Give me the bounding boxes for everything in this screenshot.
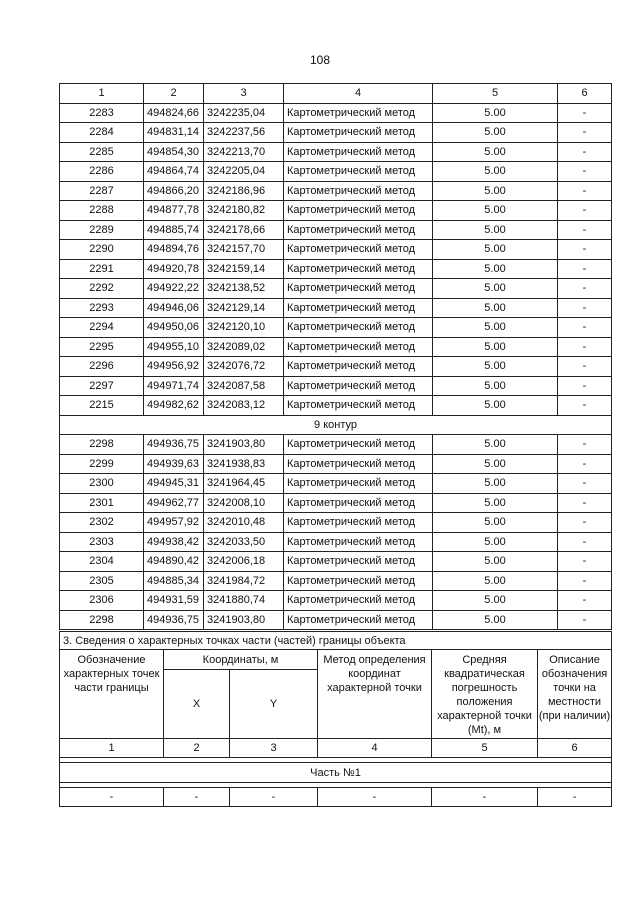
point-id-cell: 2291 — [60, 259, 144, 279]
x-cell: 494957,92 — [144, 513, 204, 533]
accuracy-cell: 5.00 — [433, 123, 558, 143]
x-cell: 494962,77 — [144, 493, 204, 513]
table-row — [60, 591, 612, 611]
accuracy-cell: 5.00 — [433, 610, 558, 630]
table-row — [60, 552, 612, 572]
point-id-cell: 2295 — [60, 337, 144, 357]
accuracy-cell: 5.00 — [433, 298, 558, 318]
point-id-cell: 2285 — [60, 142, 144, 162]
method-cell: Картометрический метод — [284, 513, 433, 533]
description-cell: - — [558, 474, 612, 494]
x-cell: 494920,78 — [144, 259, 204, 279]
y-cell: 3242006,18 — [204, 552, 284, 572]
accuracy-cell: 5.00 — [433, 259, 558, 279]
method-cell: Картометрический метод — [284, 201, 433, 221]
description-cell: - — [558, 162, 612, 182]
point-id-cell: 2215 — [60, 396, 144, 416]
header-description: Описание обозначения точки на местности (при наличии) — [538, 650, 612, 739]
accuracy-cell: 5.00 — [433, 279, 558, 299]
method-cell: Картометрический метод — [284, 318, 433, 338]
method-cell: Картометрический метод — [284, 552, 433, 572]
description-cell: - — [558, 240, 612, 260]
table-row — [60, 454, 612, 474]
accuracy-cell: 5.00 — [433, 552, 558, 572]
description-cell: - — [538, 788, 612, 807]
point-id-cell: 2297 — [60, 376, 144, 396]
x-cell: 494936,75 — [144, 610, 204, 630]
method-cell: Картометрический метод — [284, 298, 433, 318]
description-cell: - — [558, 298, 612, 318]
method-cell: Картометрический метод — [284, 376, 433, 396]
x-cell: 494931,59 — [144, 591, 204, 611]
description-cell: - — [558, 220, 612, 240]
description-cell: - — [558, 181, 612, 201]
column-number-row — [60, 739, 612, 758]
part-label: Часть №1 — [60, 763, 612, 783]
accuracy-cell: 5.00 — [433, 181, 558, 201]
point-id-cell: 2298 — [60, 610, 144, 630]
description-cell: - — [558, 571, 612, 591]
method-cell: - — [318, 788, 432, 807]
header-point-designation: Обозначение характерных точек части границы — [60, 650, 164, 739]
table-row — [60, 162, 612, 182]
table-row — [60, 142, 612, 162]
y-cell: 3242089,02 — [204, 337, 284, 357]
table-row — [60, 298, 612, 318]
accuracy-cell: 5.00 — [433, 396, 558, 416]
x-cell: 494950,06 — [144, 318, 204, 338]
method-cell: Картометрический метод — [284, 532, 433, 552]
x-cell: 494982,62 — [144, 396, 204, 416]
x-cell: 494946,06 — [144, 298, 204, 318]
column-number-row — [60, 84, 612, 104]
accuracy-cell: 5.00 — [433, 240, 558, 260]
x-cell: 494866,20 — [144, 181, 204, 201]
description-cell: - — [558, 493, 612, 513]
col-number: 6 — [538, 739, 612, 758]
y-cell: 3241984,72 — [204, 571, 284, 591]
contour-label: 9 контур — [60, 415, 612, 435]
method-cell: Картометрический метод — [284, 162, 433, 182]
y-cell: 3241903,80 — [204, 435, 284, 455]
table-row — [60, 396, 612, 416]
method-cell: Картометрический метод — [284, 220, 433, 240]
y-cell: 3242138,52 — [204, 279, 284, 299]
method-cell: Картометрический метод — [284, 181, 433, 201]
description-cell: - — [558, 513, 612, 533]
y-cell: 3242237,56 — [204, 123, 284, 143]
point-id-cell: 2305 — [60, 571, 144, 591]
point-id-cell: 2283 — [60, 103, 144, 123]
method-cell: Картометрический метод — [284, 259, 433, 279]
table-row — [60, 279, 612, 299]
table-row — [60, 259, 612, 279]
table-row — [60, 181, 612, 201]
page-number: 108 — [309, 53, 331, 67]
method-cell: Картометрический метод — [284, 123, 433, 143]
description-cell: - — [558, 435, 612, 455]
col-number: 1 — [60, 84, 144, 104]
table-row — [60, 435, 612, 455]
x-cell: 494877,78 — [144, 201, 204, 221]
y-cell: 3241938,83 — [204, 454, 284, 474]
y-cell: - — [230, 788, 318, 807]
col-number: 4 — [318, 739, 432, 758]
accuracy-cell: 5.00 — [433, 103, 558, 123]
point-id-cell: 2284 — [60, 123, 144, 143]
method-cell: Картометрический метод — [284, 454, 433, 474]
point-id-cell: 2298 — [60, 435, 144, 455]
y-cell: 3242157,70 — [204, 240, 284, 260]
method-cell: Картометрический метод — [284, 337, 433, 357]
table-row — [60, 201, 612, 221]
col-number: 5 — [433, 84, 558, 104]
method-cell: Картометрический метод — [284, 240, 433, 260]
y-cell: 3242120,10 — [204, 318, 284, 338]
point-id-cell: 2289 — [60, 220, 144, 240]
description-cell: - — [558, 337, 612, 357]
y-cell: 3242083,12 — [204, 396, 284, 416]
accuracy-cell: 5.00 — [433, 337, 558, 357]
method-cell: Картометрический метод — [284, 474, 433, 494]
col-number: 3 — [230, 739, 318, 758]
y-cell: 3242159,14 — [204, 259, 284, 279]
x-cell: 494885,34 — [144, 571, 204, 591]
x-cell: 494936,75 — [144, 435, 204, 455]
description-cell: - — [558, 123, 612, 143]
point-id-cell: 2302 — [60, 513, 144, 533]
description-cell: - — [558, 591, 612, 611]
x-cell: 494922,22 — [144, 279, 204, 299]
y-cell: 3242087,58 — [204, 376, 284, 396]
point-id-cell: 2293 — [60, 298, 144, 318]
y-cell: 3241964,45 — [204, 474, 284, 494]
description-cell: - — [558, 532, 612, 552]
description-cell: - — [558, 259, 612, 279]
x-cell: 494945,31 — [144, 474, 204, 494]
table-row — [60, 240, 612, 260]
accuracy-cell: 5.00 — [433, 493, 558, 513]
table-row — [60, 474, 612, 494]
description-cell: - — [558, 142, 612, 162]
x-cell: 494831,14 — [144, 123, 204, 143]
description-cell: - — [558, 201, 612, 221]
accuracy-cell: 5.00 — [433, 162, 558, 182]
header-accuracy: Средняя квадратическая погрешность положения характерной точки (Mt), м — [432, 650, 538, 739]
x-cell: 494956,92 — [144, 357, 204, 377]
header-x: X — [164, 670, 230, 739]
table-row — [60, 318, 612, 338]
accuracy-cell: 5.00 — [433, 201, 558, 221]
method-cell: Картометрический метод — [284, 435, 433, 455]
table-row — [60, 357, 612, 377]
section-heading: 3. Сведения о характерных точках части (частей) границы объекта — [60, 632, 612, 650]
header-coordinates: Координаты, м — [164, 650, 318, 670]
x-cell: 494955,10 — [144, 337, 204, 357]
point-id-cell: 2300 — [60, 474, 144, 494]
y-cell: 3242076,72 — [204, 357, 284, 377]
y-cell: 3242033,50 — [204, 532, 284, 552]
description-cell: - — [558, 279, 612, 299]
col-number: 2 — [144, 84, 204, 104]
table-row — [60, 103, 612, 123]
point-id-cell: 2288 — [60, 201, 144, 221]
point-id-cell: 2296 — [60, 357, 144, 377]
x-cell: 494894,76 — [144, 240, 204, 260]
y-cell: 3242235,04 — [204, 103, 284, 123]
x-cell: 494854,30 — [144, 142, 204, 162]
x-cell: 494890,42 — [144, 552, 204, 572]
header-y: Y — [230, 670, 318, 739]
col-number: 5 — [432, 739, 538, 758]
table-row — [60, 610, 612, 630]
point-id-cell: - — [60, 788, 164, 807]
y-cell: 3242213,70 — [204, 142, 284, 162]
y-cell: 3242010,48 — [204, 513, 284, 533]
accuracy-cell: 5.00 — [433, 513, 558, 533]
method-cell: Картометрический метод — [284, 103, 433, 123]
accuracy-cell: 5.00 — [433, 357, 558, 377]
point-id-cell: 2306 — [60, 591, 144, 611]
table-row — [60, 220, 612, 240]
point-id-cell: 2292 — [60, 279, 144, 299]
method-cell: Картометрический метод — [284, 610, 433, 630]
col-number: 1 — [60, 739, 164, 758]
accuracy-cell: 5.00 — [433, 318, 558, 338]
description-cell: - — [558, 396, 612, 416]
accuracy-cell: 5.00 — [433, 220, 558, 240]
y-cell: 3242129,14 — [204, 298, 284, 318]
y-cell: 3242186,96 — [204, 181, 284, 201]
col-number: 4 — [284, 84, 433, 104]
table-row — [60, 493, 612, 513]
accuracy-cell: 5.00 — [433, 591, 558, 611]
description-cell: - — [558, 357, 612, 377]
description-cell: - — [558, 552, 612, 572]
accuracy-cell: 5.00 — [433, 376, 558, 396]
table-row — [60, 123, 612, 143]
part-points-table — [59, 631, 612, 807]
x-cell: 494824,66 — [144, 103, 204, 123]
accuracy-cell: 5.00 — [433, 571, 558, 591]
x-cell: - — [164, 788, 230, 807]
accuracy-cell: 5.00 — [433, 532, 558, 552]
method-cell: Картометрический метод — [284, 357, 433, 377]
method-cell: Картометрический метод — [284, 142, 433, 162]
table-row — [60, 788, 612, 807]
method-cell: Картометрический метод — [284, 571, 433, 591]
x-cell: 494971,74 — [144, 376, 204, 396]
point-id-cell: 2290 — [60, 240, 144, 260]
x-cell: 494938,42 — [144, 532, 204, 552]
point-id-cell: 2303 — [60, 532, 144, 552]
table-row — [60, 532, 612, 552]
point-id-cell: 2301 — [60, 493, 144, 513]
y-cell: 3242205,04 — [204, 162, 284, 182]
description-cell: - — [558, 103, 612, 123]
method-cell: Картометрический метод — [284, 396, 433, 416]
table-row — [60, 337, 612, 357]
table-row — [60, 513, 612, 533]
point-id-cell: 2304 — [60, 552, 144, 572]
point-id-cell: 2299 — [60, 454, 144, 474]
accuracy-cell: 5.00 — [433, 454, 558, 474]
table-row — [60, 376, 612, 396]
x-cell: 494864,74 — [144, 162, 204, 182]
point-id-cell: 2287 — [60, 181, 144, 201]
y-cell: 3242008,10 — [204, 493, 284, 513]
coordinates-table — [59, 83, 612, 630]
y-cell: 3242178,66 — [204, 220, 284, 240]
y-cell: 3241903,80 — [204, 610, 284, 630]
header-method: Метод определения координат характерной точки — [318, 650, 432, 739]
method-cell: Картометрический метод — [284, 493, 433, 513]
description-cell: - — [558, 610, 612, 630]
point-id-cell: 2294 — [60, 318, 144, 338]
method-cell: Картометрический метод — [284, 591, 433, 611]
accuracy-cell: 5.00 — [433, 435, 558, 455]
y-cell: 3242180,82 — [204, 201, 284, 221]
x-cell: 494885,74 — [144, 220, 204, 240]
accuracy-cell: 5.00 — [433, 474, 558, 494]
accuracy-cell: 5.00 — [433, 142, 558, 162]
method-cell: Картометрический метод — [284, 279, 433, 299]
table-row — [60, 571, 612, 591]
point-id-cell: 2286 — [60, 162, 144, 182]
col-number: 6 — [558, 84, 612, 104]
x-cell: 494939,63 — [144, 454, 204, 474]
description-cell: - — [558, 318, 612, 338]
y-cell: 3241880,74 — [204, 591, 284, 611]
col-number: 3 — [204, 84, 284, 104]
description-cell: - — [558, 376, 612, 396]
accuracy-cell: - — [432, 788, 538, 807]
col-number: 2 — [164, 739, 230, 758]
description-cell: - — [558, 454, 612, 474]
